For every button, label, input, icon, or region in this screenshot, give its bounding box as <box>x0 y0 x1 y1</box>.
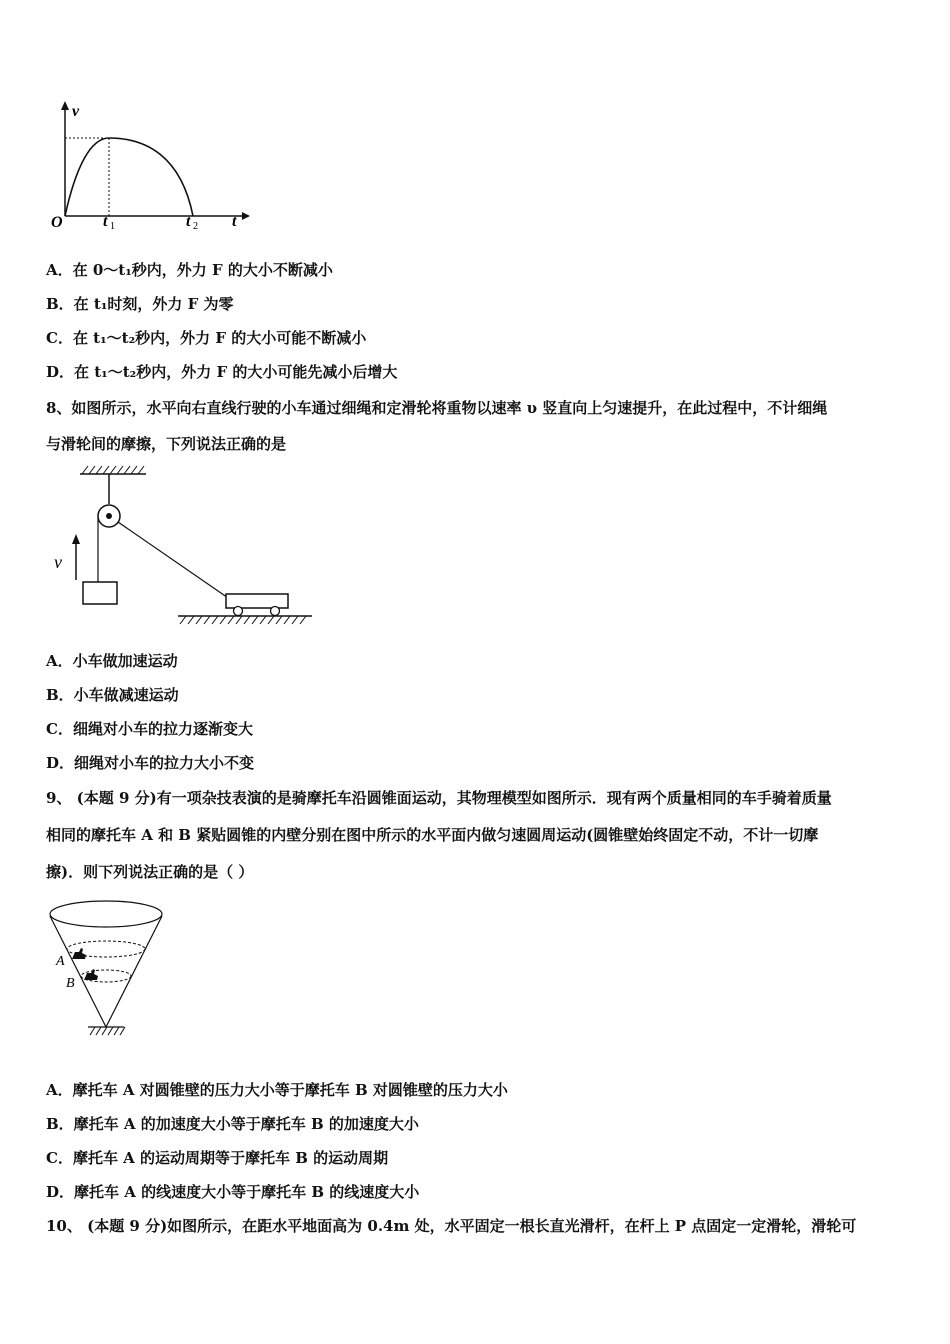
q7-option-b: B．在 t₁时刻，外力 F 为零 <box>46 295 234 313</box>
velocity-arrow-head <box>72 534 80 544</box>
q7-option-d: D．在 t₁～t₂秒内，外力 F 的大小可能先减小后增大 <box>46 363 398 381</box>
q9-option-d: D．摩托车 A 的线速度大小等于摩托车 B 的线速度大小 <box>46 1183 420 1201</box>
q9-option-b: B．摩托车 A 的加速度大小等于摩托车 B 的加速度大小 <box>46 1115 419 1133</box>
t-axis-arrow <box>242 212 250 220</box>
velocity-label: v <box>54 552 62 572</box>
t1-subscript: 1 <box>110 221 115 232</box>
vt-graph-figure <box>46 96 261 236</box>
origin-label: O <box>51 214 63 231</box>
velocity-curve <box>65 138 193 216</box>
q8-option-b: B．小车做减速运动 <box>46 686 179 704</box>
q9-option-a: A．摩托车 A 对圆锥壁的压力大小等于摩托车 B 对圆锥壁的压力大小 <box>46 1081 508 1099</box>
t-axis-label: t <box>232 213 237 230</box>
label-b: B <box>66 976 75 991</box>
pulley-cart-figure <box>46 462 326 632</box>
cart-wheel-right <box>271 607 280 616</box>
q10-stem-line1: 10、 (本题 9 分)如图所示，在距水平地面高为 0.4m 处，水平固定一根长直光滑杆，在杆上 P 点固定一定滑轮，滑轮可 <box>46 1217 857 1235</box>
cart-body <box>226 594 288 608</box>
v-axis-arrow <box>61 101 69 110</box>
q8-option-c: C．细绳对小车的拉力逐渐变大 <box>46 720 253 738</box>
rope-slanted <box>118 522 234 602</box>
motorcycle-b-icon <box>84 969 98 980</box>
t2-subscript: 2 <box>193 221 198 232</box>
base-hatching <box>90 1027 125 1035</box>
cone-top-rim <box>50 901 162 927</box>
q9-stem-line2: 相同的摩托车 A 和 B 紧贴圆锥的内壁分别在图中所示的水平面内做匀速圆周运动(圆锥壁始终固定不动，不计一切摩 <box>46 826 819 844</box>
cone-right-wall <box>106 916 162 1027</box>
ceiling-hatching <box>82 466 144 474</box>
q7-option-a: A．在 0～t₁秒内，外力 F 的大小不断减小 <box>46 261 333 279</box>
t2-label: t <box>186 213 191 230</box>
q8-stem-line1: 8、如图所示，水平向右直线行驶的小车通过细绳和定滑轮将重物以速率 υ 竖直向上匀速提升，在此过程中，不计细绳 <box>46 399 828 417</box>
ground-hatching <box>180 616 306 624</box>
label-a: A <box>56 954 65 969</box>
pulley-axle <box>106 513 112 519</box>
hanging-weight <box>83 582 117 604</box>
cone-figure <box>46 894 176 1044</box>
cart-wheel-left <box>234 607 243 616</box>
q8-option-a: A．小车做加速运动 <box>46 652 178 670</box>
v-axis-label: v <box>72 103 80 120</box>
t1-label: t <box>103 213 108 230</box>
motorcycle-a-icon <box>72 948 86 959</box>
q8-option-d: D．细绳对小车的拉力大小不变 <box>46 754 255 772</box>
q9-option-c: C．摩托车 A 的运动周期等于摩托车 B 的运动周期 <box>46 1149 389 1167</box>
cone-left-wall <box>50 916 106 1027</box>
q7-option-c: C．在 t₁～t₂秒内，外力 F 的大小可能不断减小 <box>46 329 367 347</box>
q9-stem-line1: 9、 (本题 9 分)有一项杂技表演的是骑摩托车沿圆锥面运动，其物理模型如图所示．现有两个质量相同的车手骑着质量 <box>46 789 832 807</box>
q8-stem-line2: 与滑轮间的摩擦，下列说法正确的是 <box>46 435 287 453</box>
q9-stem-line3: 擦)．则下列说法正确的是（ ） <box>46 863 254 881</box>
